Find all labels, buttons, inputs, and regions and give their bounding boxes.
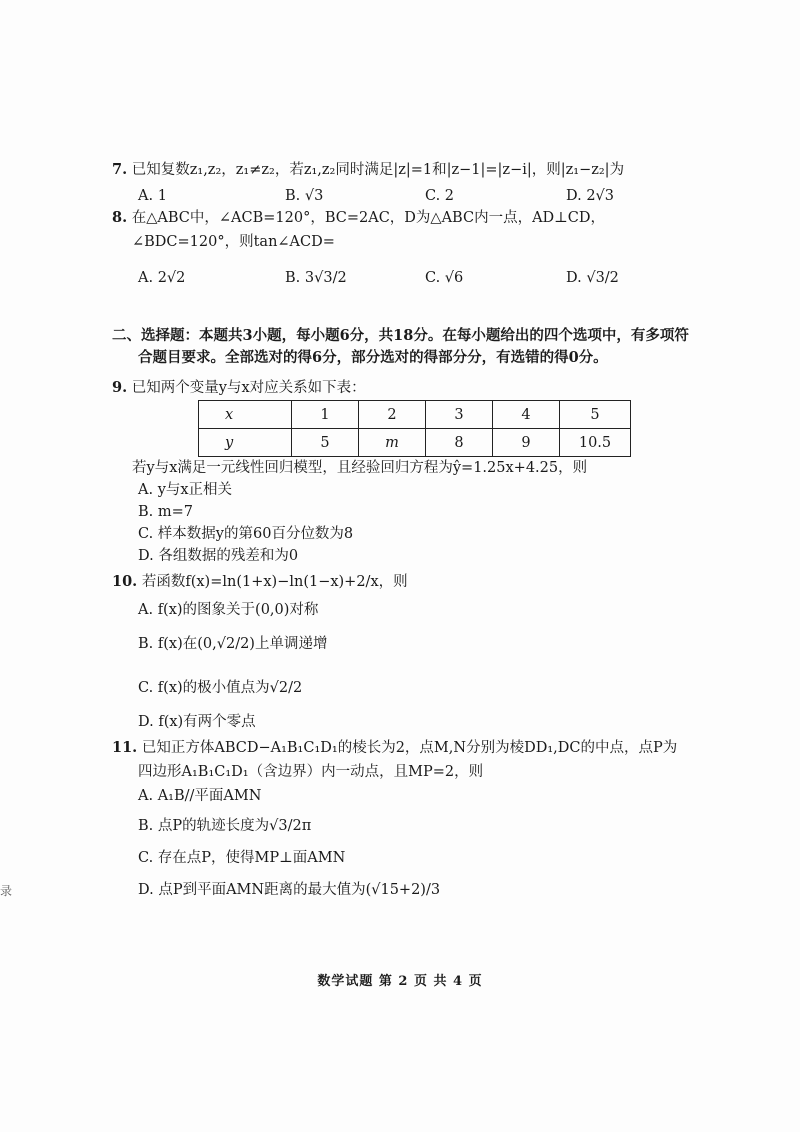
question-11-stem-1 [112, 738, 677, 758]
question-8-stem-1 [112, 208, 605, 228]
question-number: 11. [112, 739, 138, 756]
question-9-stem [112, 378, 366, 398]
table-cell: x [199, 401, 292, 429]
q7-option-a: A. 1 [138, 188, 167, 204]
table-cell: y [199, 429, 292, 457]
q9-option-c: C. 样本数据y的第60百分位数为8 [138, 526, 354, 542]
q10-option-c: C. f(x)的极小值点为√2/2 [138, 680, 303, 696]
table-cell: m [359, 429, 426, 457]
q11-option-a: A. A₁B//平面AMN [138, 788, 262, 804]
table-cell: 8 [426, 429, 493, 457]
table-cell: 5 [560, 401, 631, 429]
q8-option-d: D. √3/2 [566, 270, 619, 286]
table-cell: 5 [292, 429, 359, 457]
q9-option-a: A. y与x正相关 [138, 482, 233, 498]
section-2-heading-1: 二、选择题：本题共3小题，每小题6分，共18分。在每小题给出的四个选项中，有多项符 [112, 327, 689, 344]
table-row [199, 401, 631, 429]
data-table [198, 400, 631, 457]
question-number: 7. [112, 161, 128, 178]
question-8-stem-2: ∠BDC=120°，则tan∠ACD= [132, 234, 335, 250]
stem-text: 在△ABC中，∠ACB=120°，BC=2AC，D为△ABC内一点，AD⊥CD， [131, 210, 606, 226]
q7-option-c: C. 2 [425, 188, 455, 204]
table-row [199, 429, 631, 457]
question-11-stem-2: 四边形A₁B₁C₁D₁（含边界）内一动点，且MP=2，则 [138, 764, 484, 780]
stem-text: 已知两个变量y与x对应关系如下表： [131, 380, 366, 396]
q8-option-b: B. 3√3/2 [285, 270, 347, 286]
question-number: 9. [112, 379, 128, 396]
page-footer: 数学试题 第 2 页 共 4 页 [317, 974, 483, 989]
table-cell: 2 [359, 401, 426, 429]
table-cell: 10.5 [560, 429, 631, 457]
section-2-heading-2: 合题目要求。全部选对的得6分，部分选对的得部分分，有选错的得0分。 [138, 349, 608, 366]
q11-option-d: D. 点P到平面AMN距离的最大值为(√15+2)/3 [138, 882, 441, 898]
table-cell: 9 [493, 429, 560, 457]
question-9-condition: 若y与x满足一元线性回归模型，且经验回归方程为ŷ=1.25x+4.25，则 [132, 460, 588, 476]
q9-option-d: D. 各组数据的残差和为0 [138, 548, 299, 564]
q11-option-b: B. 点P的轨迹长度为√3/2π [138, 818, 312, 834]
question-10-stem [112, 572, 408, 592]
question-number: 8. [112, 209, 128, 226]
q9-option-b: B. m=7 [138, 504, 193, 520]
q7-option-b: B. √3 [285, 188, 324, 204]
q10-option-b: B. f(x)在(0,√2/2)上单调递增 [138, 636, 328, 652]
stem-text: 若函数f(x)=ln(1+x)−ln(1−x)+2/x，则 [141, 574, 408, 590]
q10-option-a: A. f(x)的图象关于(0,0)对称 [138, 602, 319, 618]
q8-option-a: A. 2√2 [138, 270, 186, 286]
q11-option-c: C. 存在点P，使得MP⊥面AMN [138, 850, 346, 866]
edge-mark: 录 [0, 884, 13, 898]
table-cell: 4 [493, 401, 560, 429]
question-7-stem [112, 160, 624, 180]
table-cell: 1 [292, 401, 359, 429]
q7-option-d: D. 2√3 [566, 188, 615, 204]
stem-text: 已知复数z₁,z₂，z₁≠z₂，若z₁,z₂同时满足|z|=1和|z−1|=|z−i|，则|z₁−z₂|为 [131, 162, 625, 178]
question-number: 10. [112, 573, 138, 590]
q8-option-c: C. √6 [425, 270, 464, 286]
table-cell: 3 [426, 401, 493, 429]
stem-text: 已知正方体ABCD−A₁B₁C₁D₁的棱长为2，点M,N分别为棱DD₁,DC的中点，点P为 [141, 740, 678, 756]
q10-option-d: D. f(x)有两个零点 [138, 714, 256, 730]
